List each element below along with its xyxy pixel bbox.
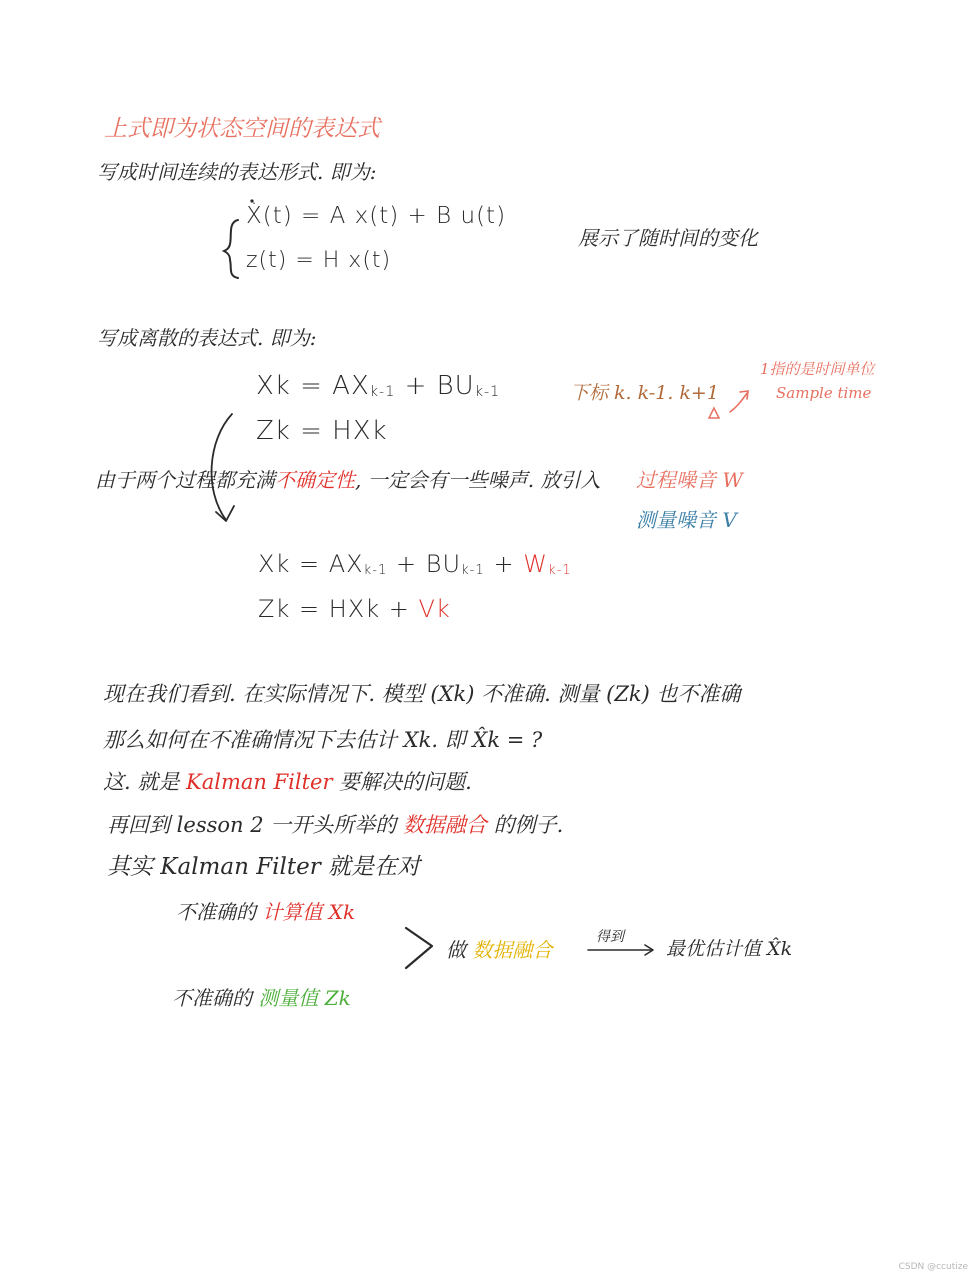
uncertainty-keyword: 不确定性	[275, 468, 355, 492]
discrete-eq1-main: Xk = AX	[256, 371, 370, 401]
fusion-calc-value: 计算值 Xk	[262, 900, 356, 924]
noisy-equation-1	[258, 552, 572, 577]
discrete-eq1-sub2: k-1	[474, 384, 501, 401]
fusion-meas-line	[172, 988, 351, 1008]
fusion-do-line	[446, 940, 552, 960]
paragraph-line-1: 现在我们看到. 在实际情况下. 模型 (Xk) 不准确. 测量 (Zk) 也不准确	[103, 682, 741, 706]
continuous-note: 展示了随时间的变化	[578, 226, 758, 250]
line3-end: 要解决的问题.	[332, 770, 472, 794]
noisy-eq1-sub1: k-1	[363, 562, 388, 578]
time-note-line2: Sample time	[776, 384, 872, 402]
continuous-equation-1: Ẋ(t) = A x(t) + B u(t)	[246, 203, 507, 229]
continuous-equation-2: z(t) = H x(t)	[246, 248, 392, 273]
subscript-note: 下标 k. k-1. k+1	[570, 382, 719, 404]
fusion-calc-prefix: 不准确的	[176, 900, 263, 924]
fusion-arrow-label: 得到	[596, 929, 624, 945]
noisy-equation-2	[258, 597, 451, 621]
noisy-eq2-main: Zk = HXk +	[258, 595, 419, 623]
discrete-equation-1	[256, 373, 500, 399]
measurement-noise-label: 测量噪音 V	[636, 508, 737, 532]
fusion-do-prefix: 做	[446, 938, 473, 962]
uncertainty-start: 由于两个过程都充满	[95, 468, 275, 492]
triangle-marker	[709, 408, 719, 418]
line4-start: 再回到 lesson 2 一开头所举的	[107, 813, 403, 837]
line3-start: 这. 就是	[103, 770, 187, 794]
fusion-chevron	[406, 928, 432, 968]
noisy-eq1-main: Xk = AX	[258, 550, 364, 578]
discrete-equation-2: Zk = HXk	[256, 416, 388, 446]
discrete-intro: 写成离散的表达式. 即为:	[97, 326, 317, 350]
csdn-watermark: CSDN @ccutize	[898, 1262, 968, 1272]
continuous-intro: 写成时间连续的表达形式. 即为:	[97, 160, 377, 184]
paragraph-line-5: 其实 Kalman Filter 就是在对	[107, 854, 421, 880]
noisy-eq1-mid: + BU	[387, 550, 462, 578]
paragraph-line-3	[103, 772, 472, 793]
discrete-eq1-mid: + BU	[395, 371, 475, 401]
noisy-eq1-noise: W	[523, 550, 548, 578]
noisy-eq1-sub2: k-1	[461, 562, 485, 578]
fusion-do-key: 数据融合	[472, 938, 553, 962]
discrete-eq1-sub1: k-1	[369, 384, 396, 401]
result-arrowhead	[645, 945, 653, 955]
time-note-arrow	[730, 392, 748, 412]
time-note-line1: 1指的是时间单位	[760, 360, 875, 378]
data-fusion-highlight: 数据融合	[402, 813, 487, 837]
curved-arrow-head	[216, 506, 234, 521]
fusion-meas-value: 测量值 Zk	[258, 986, 351, 1010]
fusion-result: 最优估计值 X̂k	[666, 938, 793, 960]
noisy-eq1-plus: +	[484, 550, 524, 578]
kalman-filter-highlight: Kalman Filter	[186, 770, 333, 794]
uncertainty-end: , 一定会有一些噪声. 放引入	[355, 468, 601, 492]
uncertainty-sentence	[95, 470, 600, 490]
page-heading: 上式即为状态空间的表达式	[104, 116, 380, 142]
noisy-eq1-noise-sub: k-1	[547, 562, 572, 578]
process-noise-label: 过程噪音 W	[636, 468, 743, 492]
time-note-arrowhead	[740, 391, 748, 399]
paragraph-line-4	[107, 815, 563, 836]
curly-brace	[224, 220, 238, 278]
curved-arrow-stroke	[212, 414, 232, 520]
line4-end: 的例子.	[486, 813, 564, 837]
fusion-calc-line	[176, 902, 355, 922]
paragraph-line-2: 那么如何在不准确情况下去估计 Xk. 即 X̂k = ?	[103, 728, 543, 752]
noisy-eq2-noise: Vk	[418, 595, 451, 623]
fusion-meas-prefix: 不准确的	[172, 986, 259, 1010]
